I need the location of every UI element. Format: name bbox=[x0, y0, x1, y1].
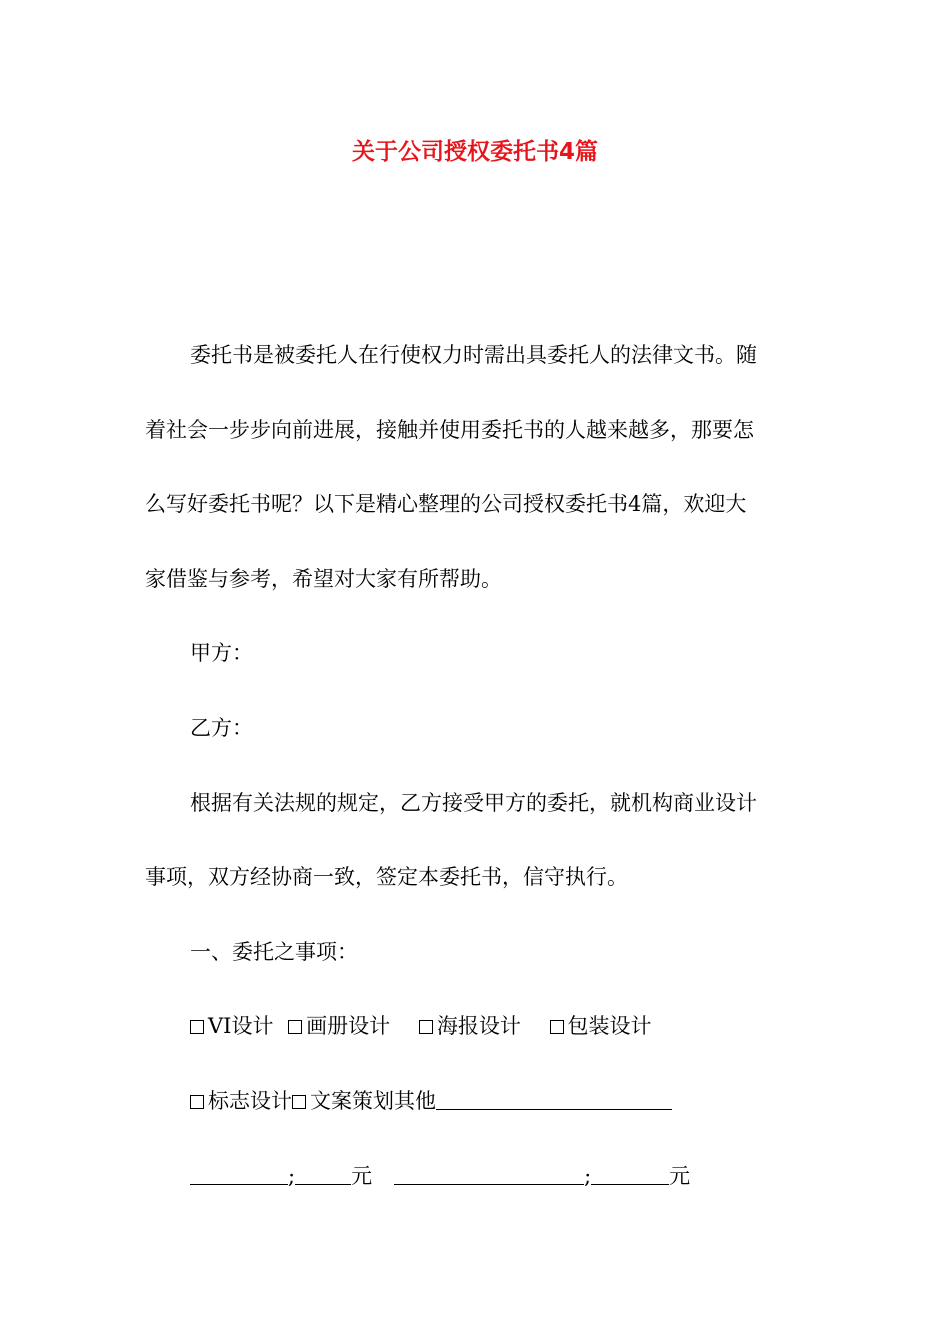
document-body bbox=[145, 318, 807, 1213]
party-b-label: 乙方： bbox=[190, 715, 253, 740]
vi-design-label: VI设计 bbox=[208, 1014, 274, 1039]
fee-separator-2: ; bbox=[584, 1163, 592, 1188]
fee-item-1-blank[interactable] bbox=[190, 1166, 288, 1185]
section-1-heading: 一、委托之事项： bbox=[190, 939, 358, 964]
intro-line-4: 家借鉴与参考，希望对大家有所帮助。 bbox=[145, 566, 502, 591]
vi-design-checkbox[interactable] bbox=[190, 1020, 204, 1034]
document-title: 关于公司授权委托书4篇 bbox=[351, 139, 598, 165]
fee-unit-1: 元 bbox=[351, 1163, 373, 1188]
intro-line-1: 委托书是被委托人在行使权力时需出具委托人的法律文书。随 bbox=[190, 343, 757, 367]
fee-amount-1-blank[interactable] bbox=[295, 1166, 351, 1185]
copywriting-other-label: 文案策划其他 bbox=[310, 1088, 436, 1113]
fee-unit-2: 元 bbox=[669, 1163, 691, 1188]
party-a-label: 甲方： bbox=[190, 641, 253, 666]
fee-amount-2-blank[interactable] bbox=[591, 1166, 669, 1185]
options-row-2 bbox=[145, 1064, 807, 1139]
brochure-design-checkbox[interactable] bbox=[288, 1020, 302, 1034]
clause-line-2: 事项，双方经协商一致，签定本委托书，信守执行。 bbox=[145, 865, 628, 890]
copywriting-checkbox[interactable] bbox=[292, 1095, 306, 1109]
fee-item-2-blank[interactable] bbox=[394, 1166, 584, 1185]
intro-line-2: 着社会一步步向前进展，接触并使用委托书的人越来越多，那要怎 bbox=[145, 417, 754, 442]
intro-line-3: 么写好委托书呢？以下是精心整理的公司授权委托书4篇，欢迎大 bbox=[145, 492, 747, 517]
options-row-1 bbox=[145, 989, 807, 1064]
poster-design-label: 海报设计 bbox=[436, 1014, 521, 1039]
logo-design-checkbox[interactable] bbox=[190, 1095, 204, 1109]
brochure-design-label: 画册设计 bbox=[306, 1014, 391, 1039]
clause-line-1: 根据有关法规的规定，乙方接受甲方的委托，就机构商业设计 bbox=[190, 790, 757, 815]
packaging-design-checkbox[interactable] bbox=[550, 1020, 564, 1034]
poster-design-checkbox[interactable] bbox=[419, 1020, 433, 1034]
logo-design-label: 标志设计 bbox=[208, 1088, 292, 1113]
fee-row bbox=[145, 1139, 807, 1214]
other-blank-field[interactable] bbox=[436, 1091, 672, 1110]
packaging-design-label: 包装设计 bbox=[567, 1014, 652, 1039]
fee-separator-1: ; bbox=[288, 1163, 296, 1188]
